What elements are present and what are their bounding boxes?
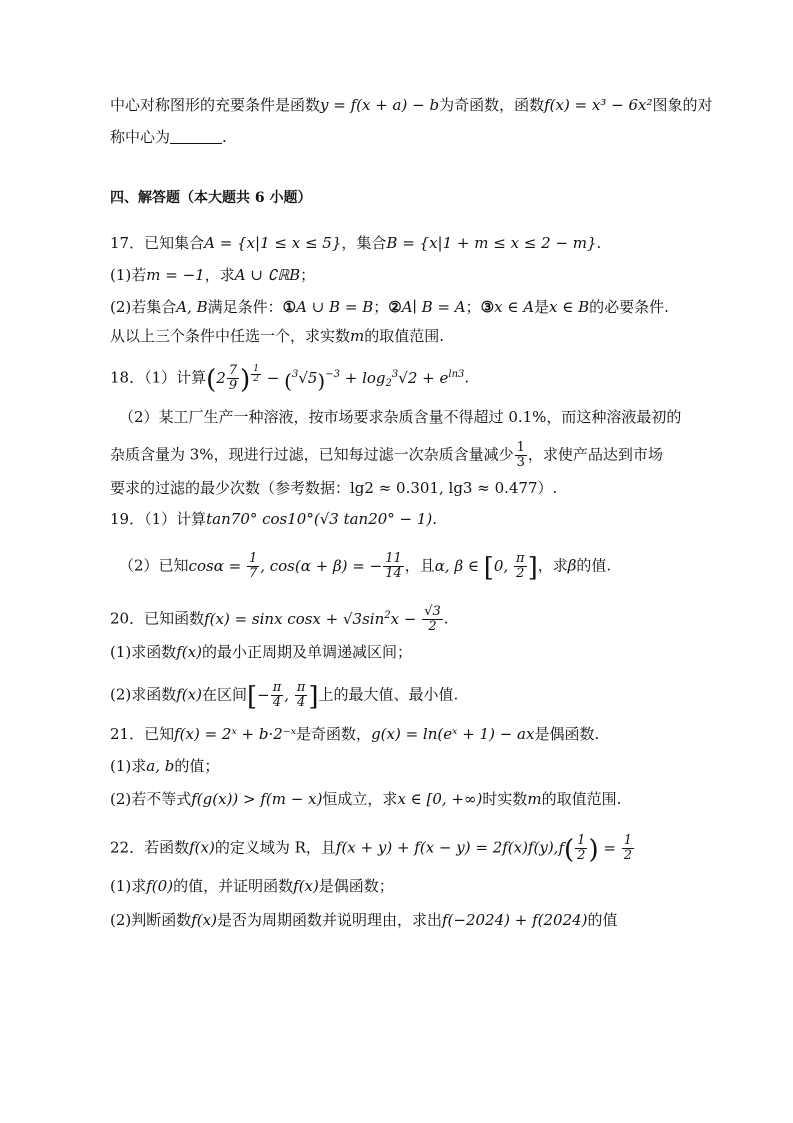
text: （2）已知 <box>119 556 189 575</box>
q19-part-2 <box>119 552 611 581</box>
q17-part-2-line-2 <box>110 326 444 346</box>
math-expr: f(x) = 2ˣ + b·2⁻ˣ <box>174 725 297 743</box>
circled-number: ① <box>282 298 297 316</box>
text: (2)若不等式 <box>110 790 192 808</box>
text: (1)若 <box>110 266 147 284</box>
text: 中心对称图形的充要条件是函数 <box>110 96 321 114</box>
text: 的定义域为 R，且 <box>214 838 336 857</box>
fraction: $\frac{1}{3}$ <box>516 440 525 470</box>
text: 时实数 <box>482 790 528 808</box>
q21-line-1 <box>110 724 599 744</box>
text: . <box>222 128 227 146</box>
math-expr: m = −1 <box>146 266 205 284</box>
q17-part-1 <box>110 265 315 285</box>
q19-line-1 <box>110 509 437 529</box>
text: 21．已知 <box>110 725 175 743</box>
text: (2)若集合 <box>110 298 177 316</box>
math-expr: A = {x|1 ≤ x ≤ 5} <box>204 234 342 252</box>
math-expr: f(−2024) + f(2024) <box>441 911 588 929</box>
math-expr: f(x + y) + f(x − y) = 2f(x)f(y), <box>335 838 559 857</box>
math-expr: x ∈ A <box>494 298 535 316</box>
text: . <box>464 368 470 387</box>
math-expr: f(x) <box>176 685 202 704</box>
text: 满足条件： <box>207 298 283 316</box>
text: 恒成立，求 <box>322 790 398 808</box>
text: 杂质含量为 3%，现进行过滤，已知每过滤一次杂质含量减少 <box>110 445 514 464</box>
text: 的值 <box>587 911 618 929</box>
text: 图象的对 <box>652 96 713 114</box>
math-expr: A ∪ B = B <box>296 298 374 316</box>
text: 22．若函数 <box>110 838 190 857</box>
section-title: 四、解答题（本大题共 6 小题） <box>110 190 312 206</box>
text: ； <box>373 298 389 316</box>
math-expr: f(x) <box>191 911 217 929</box>
text: 的值，并证明函数 <box>173 877 294 895</box>
text: 20．已知函数 <box>110 609 205 628</box>
text: (1)求 <box>110 757 147 775</box>
math-expr: B = {x|1 + m ≤ x ≤ 2 − m} <box>386 234 597 252</box>
q22-part-2 <box>110 910 618 930</box>
math-expr: [− $\frac{\pi}{4}$ , $\frac{\pi}{4}$ ] <box>246 680 319 712</box>
math-expr: f(x) <box>176 643 202 661</box>
q20-part-1 <box>110 642 412 662</box>
q22-part-1 <box>110 876 394 896</box>
math-expr: f(x) <box>293 877 319 895</box>
math-expr: f( $\frac{1}{2}$ ) = $\frac{1}{2}$ <box>558 833 632 865</box>
q20-part-2 <box>110 681 458 710</box>
math-expr: cosα = $\frac{1}{7}$ , cos(α + β) = − $\frac{11}{14}$ <box>188 551 402 581</box>
text: ，求使产品达到市场 <box>527 445 663 464</box>
q18-line-1 <box>110 364 469 394</box>
math-expr: A ∪ ∁ℝB <box>234 266 301 284</box>
text: (1)求函数 <box>110 643 177 661</box>
text: ，且 <box>404 556 435 575</box>
q22-line-1 <box>110 834 635 863</box>
text: 上的最大值、最小值. <box>318 685 459 704</box>
math-expr: A, B <box>176 298 208 316</box>
math-expr: f(x) <box>189 838 215 857</box>
text: 称中心为 <box>110 128 171 146</box>
math-expr: f(x) = x³ − 6x² <box>544 96 653 114</box>
intro-line-1 <box>110 95 713 115</box>
text: 的取值范围. <box>364 327 445 345</box>
text: ； <box>465 298 481 316</box>
q17-line-1 <box>110 233 601 253</box>
math-expr: f(0) <box>146 877 174 895</box>
text: ； <box>300 266 316 284</box>
q18-part-2-line-1: （2）某工厂生产一种溶液，按市场要求杂质含量不得超过 0.1%，而这种溶液最初的 <box>119 408 682 426</box>
text: 的必要条件. <box>589 298 669 316</box>
math-expr: A∣ B = A <box>401 298 466 316</box>
math-expr: f(g(x)) > f(m − x) <box>191 790 323 808</box>
text: 为奇函数，函数 <box>439 96 545 114</box>
text: 在区间 <box>201 685 247 704</box>
math-expr: α, β ∈ [0, $\frac{\pi}{2}$ ] <box>434 551 538 583</box>
text: 是否为周期函数并说明理由，求出 <box>216 911 442 929</box>
q20-line-1 <box>110 605 449 634</box>
text: 18．（1）计算 <box>110 368 207 387</box>
text: 的值. <box>576 556 612 575</box>
text: ，求 <box>204 266 235 284</box>
math-expr: (2 $\frac{7}{9}$ ) $^{\frac{1}{2}}$ − $(^3√5)^{-3} + \log_2^3√2 + e^{ln3}$ <box>206 363 465 395</box>
text: 是偶函数. <box>534 725 600 743</box>
text: 从以上三个条件中任选一个，求实数 <box>110 327 351 345</box>
q18-part-2-line-3: 要求的过滤的最少次数（参考数据：lg2 ≈ 0.301, lg3 ≈ 0.477）. <box>110 479 558 497</box>
q21-part-1 <box>110 756 219 776</box>
text: 的取值范围. <box>541 790 622 808</box>
math-expr: tan70° cos10°(√3 tan20° − 1) <box>206 510 433 528</box>
circled-number: ② <box>388 298 402 316</box>
text: ，求 <box>537 556 568 575</box>
math-var: m <box>527 790 542 808</box>
text: 17．已知集合 <box>110 234 205 252</box>
answer-blank <box>170 129 222 144</box>
q17-part-2 <box>110 297 669 317</box>
math-expr: y = f(x + a) − b <box>320 96 440 114</box>
text: (2)求函数 <box>110 685 177 704</box>
text: 是 <box>534 298 550 316</box>
text: 的值； <box>174 757 220 775</box>
q18-part-2-line-2 <box>110 441 663 470</box>
math-expr: x ∈ [0, +∞) <box>397 790 483 808</box>
text: 的最小正周期及单调递减区间； <box>201 643 412 661</box>
math-expr: f(x) = sinx $\cos x + √3\sin^2x$ − $\frac{√3}{2}$ <box>204 604 441 634</box>
text: ，集合 <box>341 234 387 252</box>
text: . <box>443 609 449 628</box>
math-expr: a, b <box>146 757 175 775</box>
math-var: m <box>350 327 365 345</box>
intro-line-2 <box>110 127 227 147</box>
math-var: β <box>567 556 577 575</box>
text: 19．（1）计算 <box>110 510 207 528</box>
text: . <box>596 234 602 252</box>
text: (2)判断函数 <box>110 911 192 929</box>
text: (1)求 <box>110 877 147 895</box>
q21-part-2 <box>110 789 621 809</box>
text: 是奇函数， <box>296 725 372 743</box>
text: 是偶函数； <box>318 877 394 895</box>
math-expr: x ∈ B <box>549 298 590 316</box>
circled-number: ③ <box>480 298 495 316</box>
text: . <box>432 510 438 528</box>
math-expr: g(x) = ln(eˣ + 1) − ax <box>371 725 535 743</box>
